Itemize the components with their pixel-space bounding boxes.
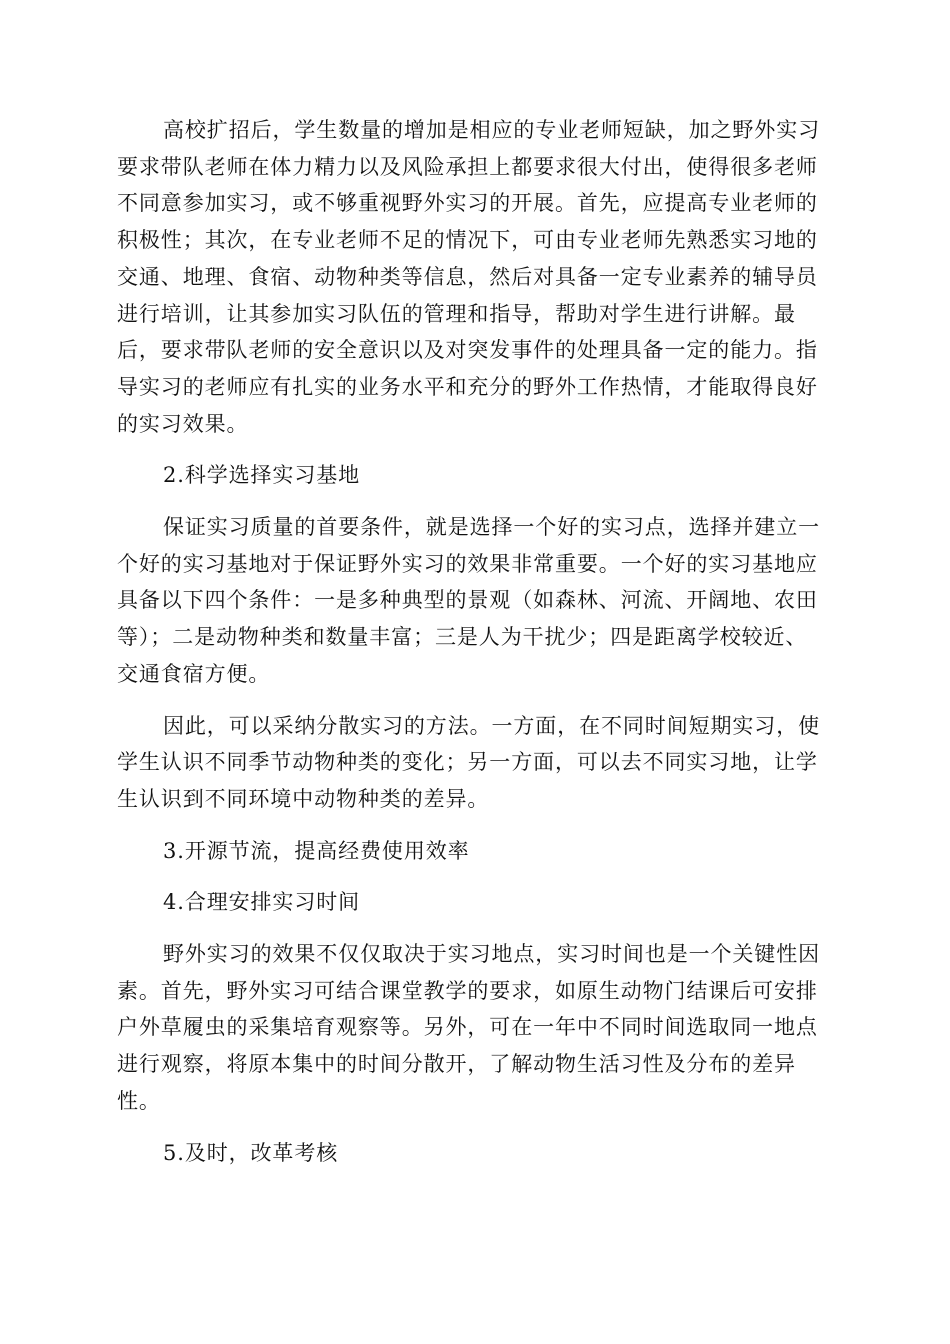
- text-line: 导实习的老师应有扎实的业务水平和充分的野外工作热情，才能取得良好: [117, 374, 818, 399]
- text-line: 个好的实习基地对于保证野外实习的效果非常重要。一个好的实习基地应: [117, 551, 818, 576]
- document-page: [117, 112, 833, 1186]
- text-line: 性。: [117, 1088, 161, 1113]
- text-line: 交通、地理、食宿、动物种类等信息，然后对具备一定专业素养的辅导员: [117, 264, 818, 289]
- text-line: 保证实习质量的首要条件，就是选择一个好的实习点，选择并建立一: [163, 515, 820, 540]
- heading-text: 3.开源节流，提高经费使用效率: [163, 838, 470, 863]
- text-line: 素。首先，野外实习可结合课堂教学的要求，如原生动物门结课后可安排: [117, 978, 818, 1003]
- text-line: 野外实习的效果不仅仅取决于实习地点，实习时间也是一个关键性因: [163, 942, 820, 967]
- text-line: 后，要求带队老师的安全意识以及对突发事件的处理具备一定的能力。指: [117, 338, 818, 363]
- text-line: 因此，可以采纳分散实习的方法。一方面，在不同时间短期实习，使: [163, 713, 820, 738]
- section-heading-3: [117, 833, 833, 870]
- paragraph-practice-timing: [117, 936, 833, 1120]
- text-line: 的实习效果。: [117, 411, 249, 436]
- text-line: 要求带队老师在体力精力以及风险承担上都要求很大付出，使得很多老师: [117, 154, 818, 179]
- text-line: 交通食宿方便。: [117, 661, 271, 686]
- text-line: 等）；二是动物种类和数量丰富；三是人为干扰少；四是距离学校较近、: [117, 625, 808, 650]
- text-line: 生认识到不同环境中动物种类的差异。: [117, 786, 490, 811]
- paragraph-base-selection: [117, 509, 833, 693]
- text-line: 不同意参加实习，或不够重视野外实习的开展。首先，应提高专业老师的: [117, 191, 818, 216]
- heading-text: 4.合理安排实习时间: [163, 890, 361, 915]
- text-line: 户外草履虫的采集培育观察等。另外，可在一年中不同时间选取同一地点: [117, 1015, 818, 1040]
- heading-text: 5.及时，改革考核: [163, 1140, 339, 1165]
- text-line: 进行培训，让其参加实习队伍的管理和指导，帮助对学生进行讲解。最: [117, 301, 796, 326]
- text-line: 高校扩招后，学生数量的增加是相应的专业老师短缺，加之野外实习: [163, 118, 820, 142]
- paragraph-dispersed-practice: [117, 708, 833, 818]
- section-heading-4: [117, 884, 833, 921]
- text-line: 积极性；其次，在专业老师不足的情况下，可由专业老师先熟悉实习地的: [117, 228, 818, 253]
- heading-text: 2.科学选择实习基地: [163, 463, 361, 488]
- section-heading-2: [117, 457, 833, 494]
- text-line: 学生认识不同季节动物种类的变化；另一方面，可以去不同实习地，让学: [117, 750, 818, 775]
- text-line: 进行观察，将原本集中的时间分散开，了解动物生活习性及分布的差异: [117, 1052, 796, 1077]
- text-line: 具备以下四个条件：一是多种典型的景观（如森林、河流、开阔地、农田: [117, 588, 818, 613]
- section-heading-5: [117, 1135, 833, 1172]
- paragraph-teacher-training: [117, 112, 833, 442]
